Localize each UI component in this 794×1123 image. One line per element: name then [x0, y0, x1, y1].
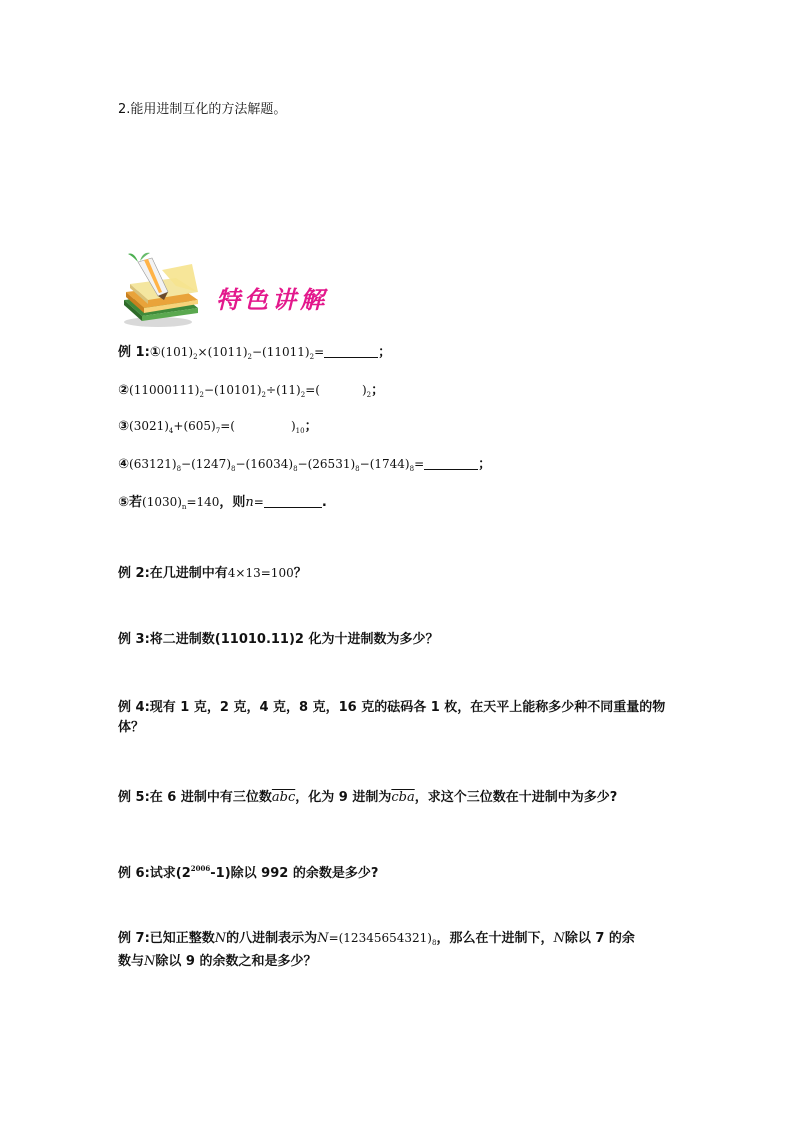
ex1-v5: 8	[409, 465, 415, 473]
example-7-base: 8	[431, 939, 437, 947]
example-6-exp: 2006	[190, 864, 211, 873]
ex1-minus-6: −	[359, 457, 370, 471]
ex1-plus: +	[173, 419, 184, 433]
ex1-u2: 7	[215, 427, 221, 435]
ex1-p1: (101)	[160, 345, 194, 359]
answer-blank[interactable]	[424, 456, 478, 470]
ex1-t4: 2	[366, 391, 372, 399]
ex1-w2: (1247)	[191, 457, 231, 471]
answer-blank[interactable]	[264, 494, 322, 508]
example-7-t7: 除以 9 的余数之和是多少？	[155, 954, 317, 969]
objective-text: 2.能用进制互化的方法解题。	[118, 102, 287, 117]
example-5-cba: $\overline{cba}$	[391, 790, 415, 805]
ex1-w5: (1744)	[369, 457, 410, 471]
example-6-label: 例 6:	[118, 866, 150, 881]
ex1-times: ×	[197, 345, 208, 359]
example-6-t2: -1)除以 992 的余数是多少?	[210, 866, 379, 881]
example-7-label: 例 7:	[118, 931, 150, 946]
example-1-line-3	[118, 416, 318, 441]
example-1-line-1	[118, 342, 391, 367]
ex1-t1: 2	[199, 391, 204, 399]
example-5	[118, 788, 617, 808]
example-3-text: 将二进制数(11010.11)2 化为十进制数为多少？	[149, 632, 439, 647]
example-7-t5: 除以 7 的余	[564, 931, 635, 946]
example-6-t1: 试求(2	[149, 866, 191, 881]
ex1-q2: (10101)	[214, 383, 262, 397]
ex1-x4: n	[245, 495, 254, 510]
ex1-s2: 2	[247, 353, 252, 361]
ex1-eq-4: =	[414, 457, 425, 471]
example-7-t6: 数与	[118, 954, 145, 969]
example-2-label: 例 2:	[118, 566, 150, 581]
ex1-p2: (1011)	[207, 345, 248, 359]
example-2	[118, 563, 307, 584]
ex1-q4: =(	[305, 383, 320, 397]
ex1-r4: )	[290, 419, 296, 433]
example-7-n1: N	[214, 931, 227, 946]
ex1-t2: 2	[261, 391, 267, 399]
example-6	[118, 859, 378, 884]
ex1-minus-2: −	[203, 383, 214, 397]
example-1-line-4	[118, 454, 491, 479]
example-1-label: 例 1:	[118, 345, 150, 360]
ex1-minus-4: −	[235, 457, 246, 471]
example-7-n3: N	[553, 931, 565, 946]
example-7-line-2	[118, 952, 317, 972]
ex1-x5: =	[253, 495, 264, 509]
ex1-t3: 2	[300, 391, 306, 399]
ex1-minus-3: −	[181, 457, 192, 471]
ex1-q3: (11)	[276, 383, 301, 397]
example-4-line-1: 例 4:现有 1 克，2 克，4 克，8 克，16 克的砝码各 1 枚，在天平上能称多少种不同重量的物	[118, 700, 666, 715]
ex1-x1: (1030)	[142, 495, 182, 509]
ex1-v2: 8	[231, 465, 236, 473]
circled-2: ②	[118, 383, 130, 398]
ex1-end3: ；	[304, 419, 318, 434]
ex1-w4: (26531)	[307, 457, 356, 471]
example-7-t3: =(12345654321)	[328, 931, 432, 945]
ex1-v1: 8	[176, 465, 182, 473]
ex1-end4: ；	[478, 457, 492, 472]
example-7-n4: N	[144, 954, 156, 969]
example-5-t1: 在 6 进制中有三位数	[149, 790, 272, 805]
example-1-line-5	[118, 492, 327, 517]
circled-4: ④	[118, 457, 130, 472]
ex1-end: ；	[378, 345, 392, 360]
ex1-r3: =(	[220, 419, 235, 433]
ex1-s3: 2	[309, 353, 315, 361]
example-4-line-2: 体？	[118, 720, 145, 735]
ex1-x2: =140	[186, 495, 220, 509]
ex1-q1: (11000111)	[129, 383, 200, 397]
example-2-expr: 4×13=100	[227, 566, 294, 580]
example-7-n2: N	[317, 931, 329, 946]
ex1-y1: n	[181, 503, 187, 511]
ex1-u3: 10	[295, 427, 305, 435]
ex1-v3: 8	[293, 465, 298, 473]
book-pencil-logo-icon	[118, 248, 208, 328]
ex1-w3: (16034)	[245, 457, 294, 471]
ex1-x3: ，则	[219, 495, 246, 510]
example-3-label: 例 3:	[118, 632, 150, 647]
example-2-text: 在几进制中有	[149, 566, 228, 581]
ex1-p3: (11011)	[262, 345, 310, 359]
example-5-t3: ，求这个三位数在十进制中为多少?	[414, 790, 618, 805]
ex1-v4: 8	[355, 465, 360, 473]
example-7-t4: ，那么在十进制下，	[436, 931, 554, 946]
example-2-q: ？	[293, 566, 307, 581]
example-7-t2: 的八进制表示为	[226, 931, 318, 946]
example-1-line-2	[118, 380, 384, 405]
ex1-u1: 4	[168, 427, 174, 435]
circled-5: ⑤若	[118, 495, 143, 510]
ex1-eq: =	[314, 345, 325, 359]
example-5-t2: ，化为 9 进制为	[295, 790, 392, 805]
example-5-label: 例 5:	[118, 790, 150, 805]
circled-3: ③	[118, 419, 130, 434]
section-title: 特色讲解	[216, 285, 328, 314]
ex1-end2: ；	[371, 383, 385, 398]
ex1-end5: .	[321, 495, 327, 510]
ex1-minus-5: −	[297, 457, 308, 471]
ex1-w1: (63121)	[129, 457, 177, 471]
example-5-abc: $\overline{abc}$	[271, 790, 296, 805]
ex1-q5: )	[361, 383, 367, 397]
circled-1: ①	[149, 345, 161, 360]
ex1-r2: (605)	[183, 419, 216, 433]
ex1-minus: −	[251, 345, 263, 359]
ex1-r1: (3021)	[129, 419, 169, 433]
example-7-line-1	[118, 928, 635, 953]
answer-blank[interactable]	[324, 344, 378, 358]
ex1-s1: 2	[193, 353, 198, 361]
ex1-div: ÷	[266, 383, 277, 397]
example-3	[118, 630, 439, 650]
example-7-t1: 已知正整数	[149, 931, 215, 946]
